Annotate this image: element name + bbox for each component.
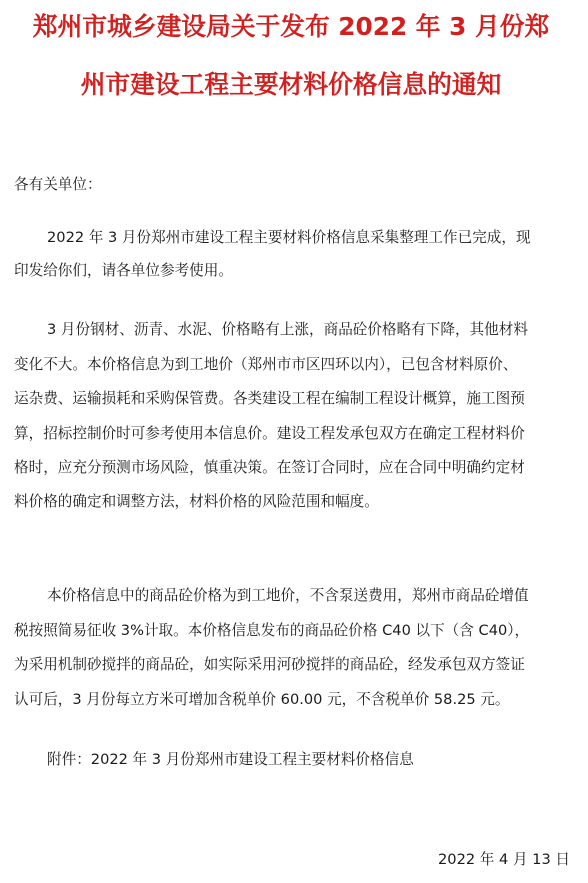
paragraph-2-line: 格时，应充分预测市场风险，慎重决策。在签订合同时，应在合同中明确约定材 [14,459,525,476]
paragraph-1-line: 印发给你们，请各单位参考使用。 [14,262,233,279]
paragraph-3-line: 为采用机制砂搅拌的商品砼，如实际采用河砂搅拌的商品砼，经发承包双方签证 [14,656,525,673]
paragraph-3-line: 本价格信息中的商品砼价格为到工地价，不含泵送费用，郑州市商品砼增值 [47,587,529,604]
salutation: 各有关单位： [14,176,102,193]
paragraph-2-line: 料价格的确定和调整方法，材料价格的风险范围和幅度。 [14,493,379,510]
paragraph-3-line: 税按照简易征收 3%计取。本价格信息发布的商品砼价格 C40 以下（含 C40）， [14,622,530,639]
issue-date: 2022 年 4 月 13 日 [438,851,570,868]
paragraph-1-line: 2022 年 3 月份郑州市建设工程主要材料价格信息采集整理工作已完成，现 [47,229,531,246]
paragraph-3-line: 认可后，3 月份每立方米可增加含税单价 60.00 元，不含税单价 58.25 元。 [14,691,510,708]
paragraph-2-line: 变化不大。本价格信息为到工地价（郑州市市区四环以内），已包含材料原价、 [14,356,518,373]
attachment-line: 附件：2022 年 3 月份郑州市建设工程主要材料价格信息 [47,751,414,768]
document-title-line-2: 州市建设工程主要材料价格信息的通知 [80,70,502,99]
paragraph-2-line: 运杂费、运输损耗和采购保管费。各类建设工程在编制工程设计概算，施工图预 [14,390,525,407]
paragraph-2-line: 3 月份钢材、沥青、水泥、价格略有上涨，商品砼价格略有下降，其他材料 [47,321,528,338]
document-title-line-1: 郑州市城乡建设局关于发布 2022 年 3 月份郑 [32,12,550,41]
paragraph-2-line: 算，招标控制价时可参考使用本信息价。建设工程发承包双方在确定工程材料价 [14,425,525,442]
